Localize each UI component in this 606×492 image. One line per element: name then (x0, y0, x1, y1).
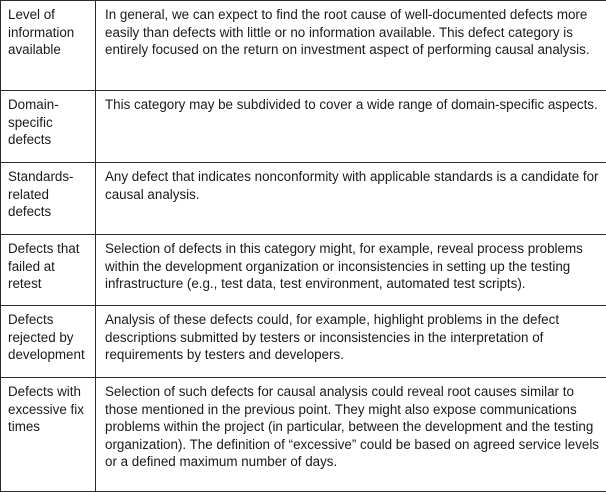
table-row (1, 235, 606, 306)
table-row (1, 91, 606, 163)
description-cell: Analysis of these defects could, for example, highlight problems in the defect descriptions submitted by testers or inconsistencies in the interpretation of requirements by testers and developers. (96, 306, 606, 378)
description-cell: In general, we can expect to find the root cause of well-documented defects more easily than defects with little or no information available. This defect category is entirely focused on the return on investment aspect of performing causal analysis. (96, 1, 606, 91)
description-cell: Selection of defects in this category might, for example, reveal process problems within the development organization or inconsistencies in setting up the testing infrastructure (e.g., test data, test environment, automated test scripts). (96, 235, 606, 306)
table-row (1, 163, 606, 235)
category-cell: Domain- specific defects (1, 91, 96, 163)
category-cell: Level of information available (1, 1, 96, 91)
category-cell: Defects with excessive fix times (1, 378, 96, 492)
description-cell: Selection of such defects for causal analysis could reveal root causes similar to those mentioned in the previous point. They might also expose communications problems within the project (in particular, between the development and the testing organization). The definition of “excessive” could be based on agreed service levels or a defined maximum number of days. (96, 378, 606, 492)
category-cell: Standards- related defects (1, 163, 96, 235)
description-cell: Any defect that indicates nonconformity with applicable standards is a candidate for causal analysis. (96, 163, 606, 235)
table-row (1, 378, 606, 492)
category-cell: Defects that failed at retest (1, 235, 96, 306)
category-cell: Defects rejected by development (1, 306, 96, 378)
description-cell: This category may be subdivided to cover a wide range of domain-specific aspects. (96, 91, 606, 163)
table-row (1, 306, 606, 378)
table-row (1, 1, 606, 91)
